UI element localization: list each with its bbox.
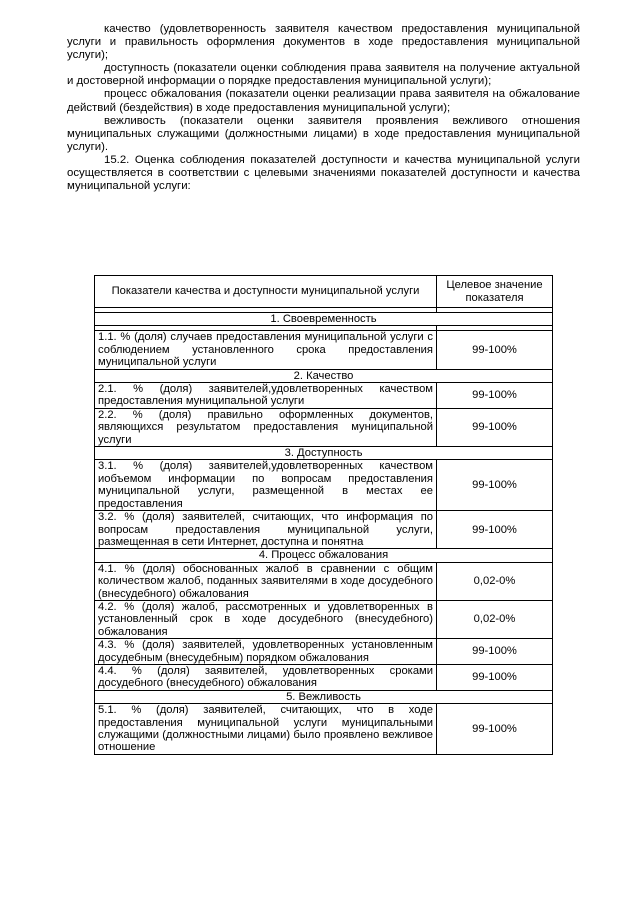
section-row bbox=[95, 549, 553, 562]
indicator-cell: 4.3. % (доля) заявителей, удовлетворенных установленным досудебным (внесудебным) порядком обжалования bbox=[95, 639, 437, 665]
value-cell: 99-100% bbox=[437, 460, 553, 511]
section-row bbox=[95, 369, 553, 382]
value-cell: 99-100% bbox=[437, 331, 553, 369]
table-header-row bbox=[95, 276, 553, 308]
paragraph-accessibility: доступность (показатели оценки соблюдения права заявителя на получение актуальной и достоверной информации о порядке предоставления муниципальной услуги); bbox=[67, 62, 580, 88]
indicator-cell: 4.4. % (доля) заявителей, удовлетворенных сроками досудебного (внесудебного) обжалования bbox=[95, 664, 437, 690]
indicator-cell: 3.2. % (доля) заявителей, считающих, что информация по вопросам предоставления муниципальной услуги, размещенная в сети Интернет, доступна и понятна bbox=[95, 511, 437, 549]
table-row bbox=[95, 664, 553, 690]
table-row bbox=[95, 460, 553, 511]
value-cell: 99-100% bbox=[437, 383, 553, 409]
value-cell: 99-100% bbox=[437, 511, 553, 549]
section-title: 5. Вежливость bbox=[95, 690, 553, 703]
intro-text bbox=[67, 23, 580, 193]
section-row bbox=[95, 313, 553, 326]
section-title: 2. Качество bbox=[95, 369, 553, 382]
section-title: 4. Процесс обжалования bbox=[95, 549, 553, 562]
paragraph-assessment: 15.2. Оценка соблюдения показателей доступности и качества муниципальной услуги осуществляется в соответствии с целевыми значениями показателей доступности и качества муниципальной услуги: bbox=[67, 153, 580, 193]
indicator-cell: 5.1. % (доля) заявителей, считающих, что в ходе предоставления муниципальной услуги муниципальными служащими (должностными лицами) было проявлено вежливое отношение bbox=[95, 704, 437, 755]
table-row bbox=[95, 704, 553, 755]
paragraph-quality: качество (удовлетворенность заявителя качеством предоставления муниципальной услуги и правильность оформления документов в ходе предоставления муниципальной услуги); bbox=[67, 23, 580, 62]
section-row bbox=[95, 690, 553, 703]
table-row bbox=[95, 511, 553, 549]
value-cell: 99-100% bbox=[437, 639, 553, 665]
indicator-cell: 1.1. % (доля) случаев предоставления муниципальной услуги с соблюдением установленного срока предоставления муниципальной услуги bbox=[95, 331, 437, 369]
value-cell: 99-100% bbox=[437, 408, 553, 446]
section-row bbox=[95, 447, 553, 460]
indicator-cell: 2.1. % (доля) заявителей,удовлетворенных качеством предоставления муниципальной услуги bbox=[95, 383, 437, 409]
table-row bbox=[95, 562, 553, 600]
indicators-table bbox=[94, 275, 553, 755]
table-row bbox=[95, 383, 553, 409]
value-cell: 99-100% bbox=[437, 664, 553, 690]
table-row bbox=[95, 639, 553, 665]
value-cell: 99-100% bbox=[437, 704, 553, 755]
paragraph-appeal-process: процесс обжалования (показатели оценки реализации права заявителя на обжалование действий (бездействия) в ходе предоставления муниципальной услуги); bbox=[67, 88, 580, 114]
section-title: 1. Своевременность bbox=[95, 313, 553, 326]
indicator-cell: 4.2. % (доля) жалоб, рассмотренных и удовлетворенных в установленный срок в ходе досудебного (внесудебного) обжалования bbox=[95, 600, 437, 638]
section-title: 3. Доступность bbox=[95, 447, 553, 460]
header-indicator: Показатели качества и доступности муниципальной услуги bbox=[95, 276, 437, 308]
table-row bbox=[95, 408, 553, 446]
indicator-cell: 2.2. % (доля) правильно оформленных документов, являющихся результатом предоставления муниципальной услуги bbox=[95, 408, 437, 446]
table-row bbox=[95, 600, 553, 638]
table-row bbox=[95, 331, 553, 369]
value-cell: 0,02-0% bbox=[437, 562, 553, 600]
indicator-cell: 3.1. % (доля) заявителей,удовлетворенных качеством иобъемом информации по вопросам предоставления муниципальной услуги, размещенной в местах ее предоставления bbox=[95, 460, 437, 511]
header-target-value: Целевое значение показателя bbox=[437, 276, 553, 308]
value-cell: 0,02-0% bbox=[437, 600, 553, 638]
indicator-cell: 4.1. % (доля) обоснованных жалоб в сравнении с общим количеством жалоб, поданных заявителями в ходе досудебного (внесудебного) обжалования bbox=[95, 562, 437, 600]
paragraph-politeness: вежливость (показатели оценки заявителя проявления вежливого отношения муниципальных служащими (должностными лицами) в ходе предоставления муниципальной услуги). bbox=[67, 114, 580, 153]
